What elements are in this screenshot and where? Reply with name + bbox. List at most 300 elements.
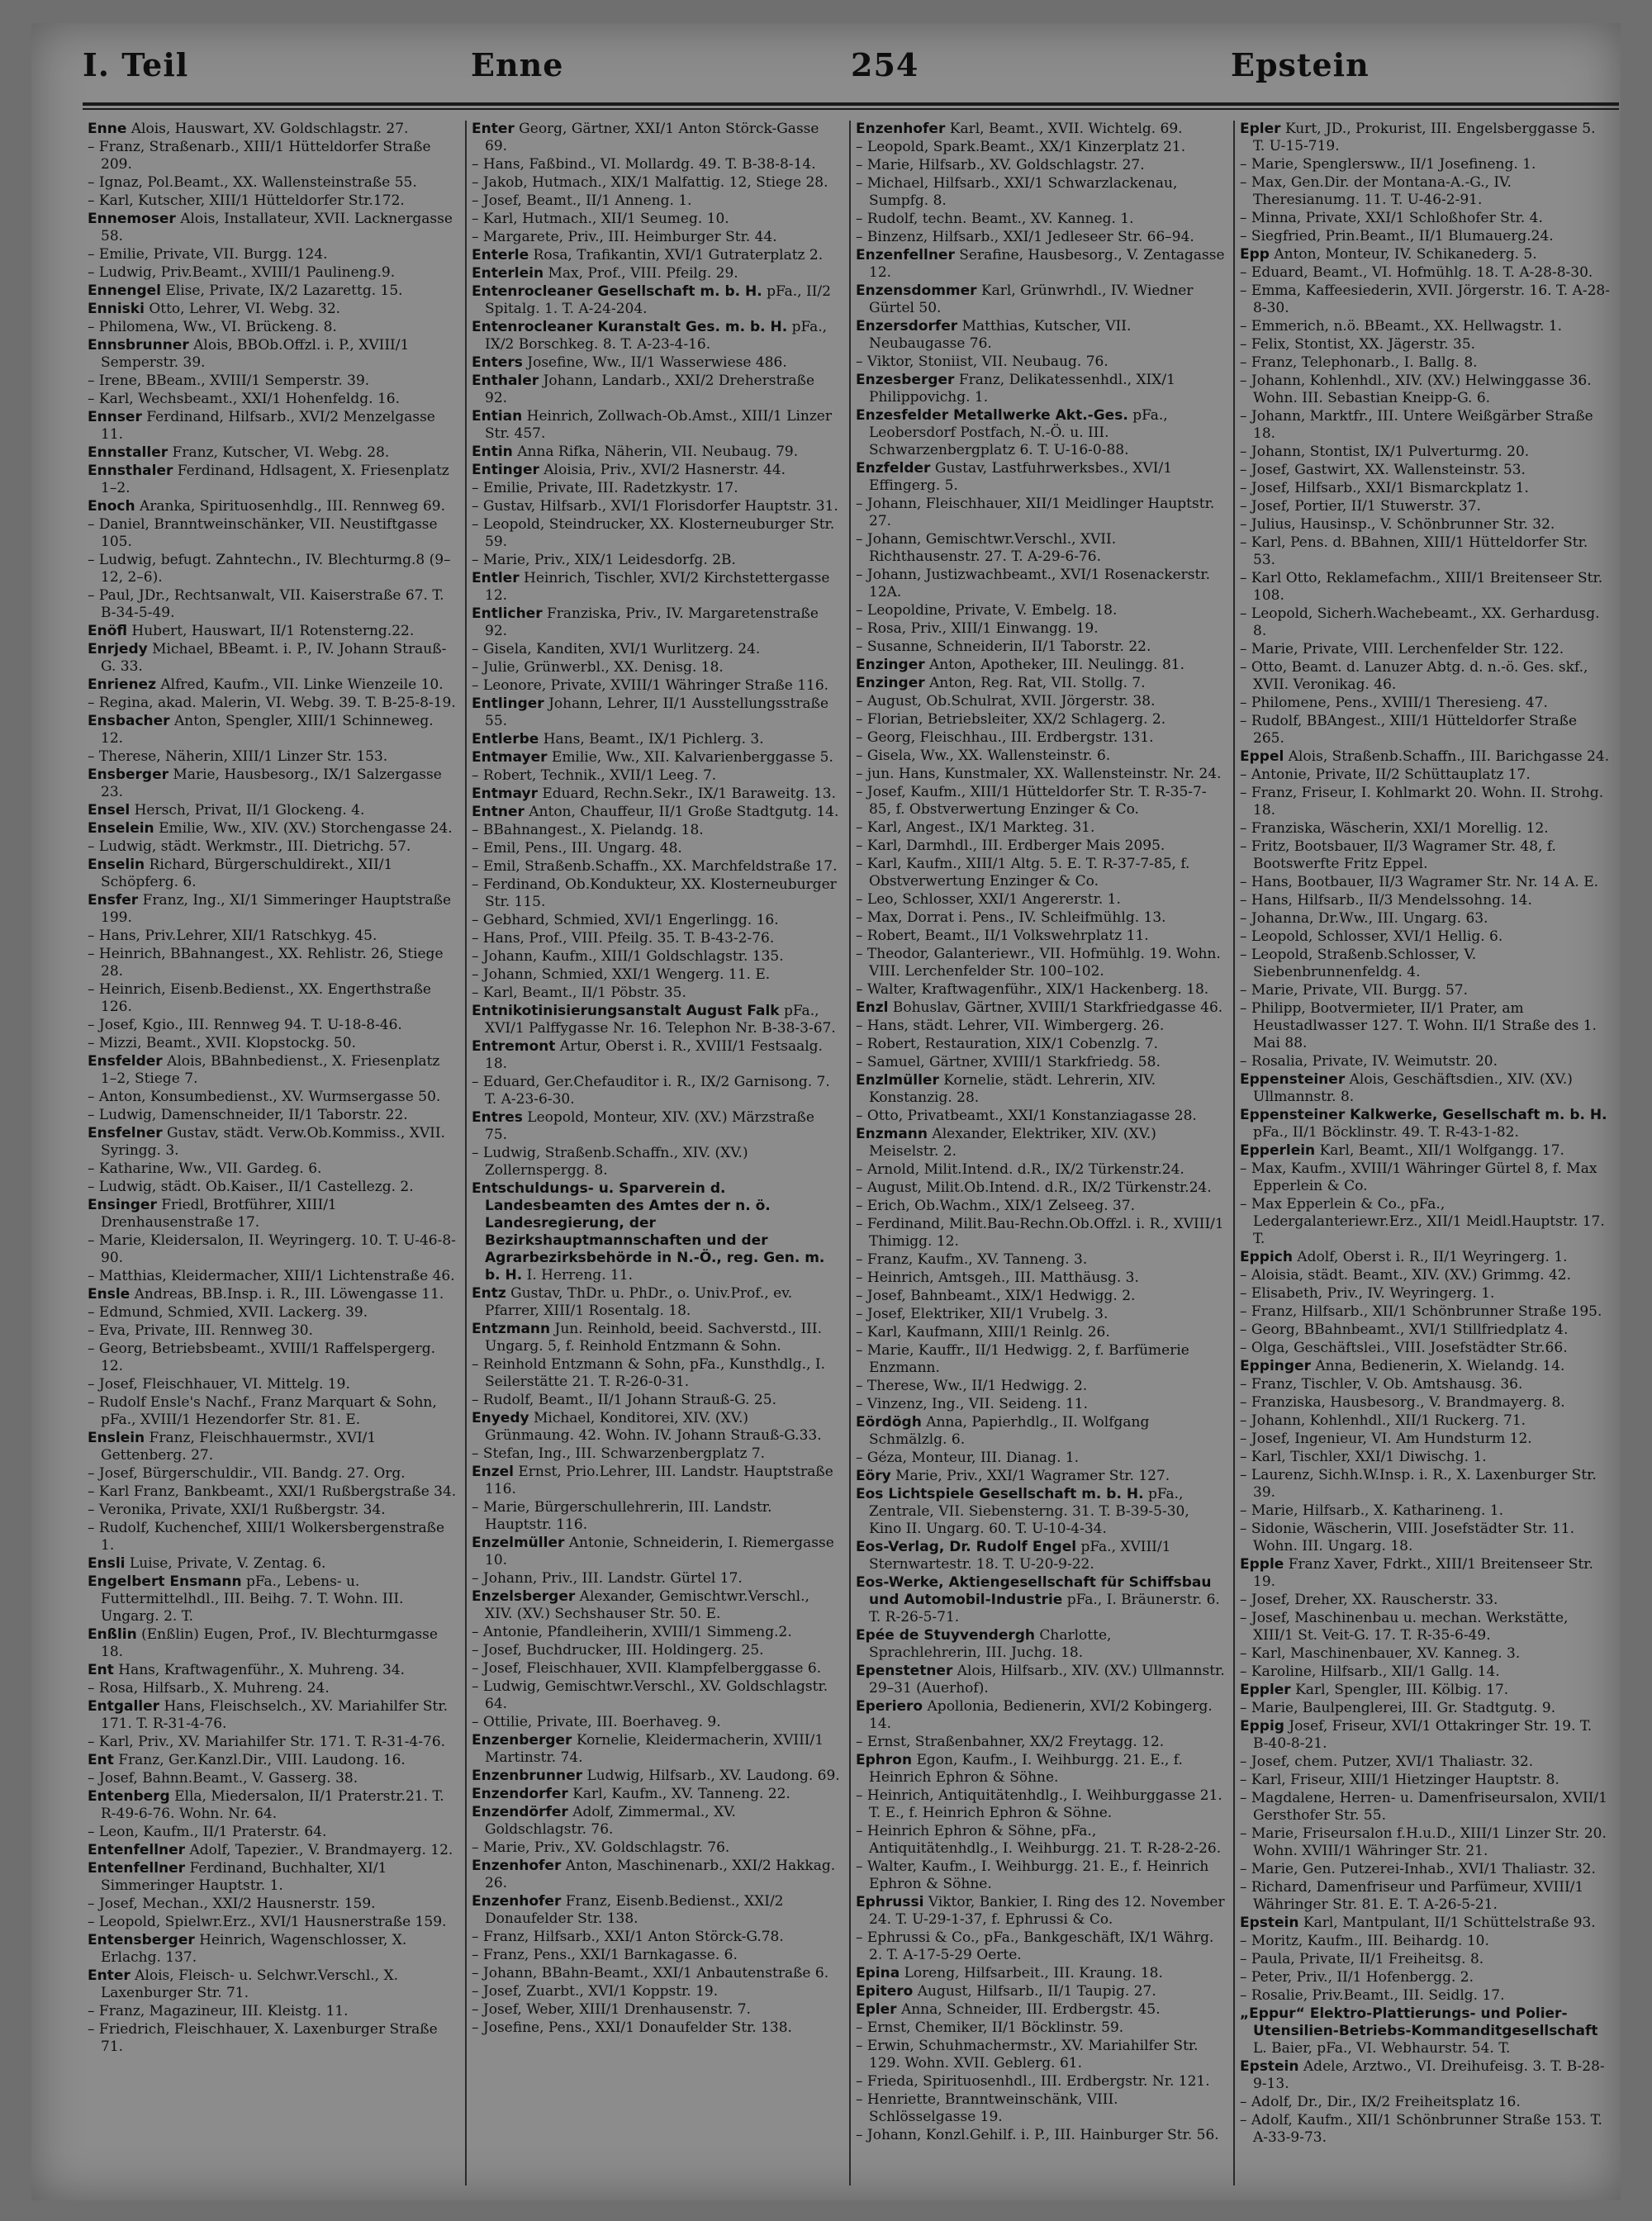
directory-columns — [83, 121, 1619, 2185]
directory-entry — [472, 1003, 841, 1037]
entry-surname: Enthaler — [472, 373, 539, 389]
entry-text: – Marie, Priv., XV. Goldschlagstr. 76. — [472, 1839, 730, 1856]
directory-entry — [1240, 408, 1611, 443]
directory-entry — [472, 930, 841, 947]
entry-text: – Ottilie, Private, III. Boerhaveg. 9. — [472, 1714, 721, 1730]
directory-entry — [856, 1858, 1225, 1893]
entry-surname: Entlicher — [472, 605, 543, 622]
entry-text: – Josef, Beamt., II/1 Anneng. 1. — [472, 192, 692, 209]
directory-entry — [88, 211, 457, 245]
entry-text: – Eduard, Beamt., VI. Hofmühlg. 18. T. A-28-8-30. — [1240, 264, 1593, 281]
directory-entry — [856, 496, 1225, 530]
column-4 — [1235, 121, 1619, 2185]
entry-surname: Entenfellner — [88, 1842, 186, 1858]
entry-surname: Enzesfelder Metallwerke Akt.-Ges. — [856, 407, 1128, 424]
entry-surname: Epler — [1240, 121, 1281, 137]
directory-entry — [88, 498, 457, 515]
entry-text: – Eva, Private, III. Rennweg 30. — [88, 1322, 313, 1339]
entry-text: – Erwin, Schuhmachermstr., XV. Mariahilfer Str. 129. Wohn. XVII. Geblerg. 61. — [856, 2038, 1199, 2072]
entry-surname: Enzenhofer — [472, 1858, 562, 1874]
entry-surname: Entenfellner — [88, 1860, 186, 1877]
directory-entry — [472, 822, 841, 839]
entry-text: pFa., XVIII/1 Sternwartestr. 18. T. U-20-9-22. — [869, 1539, 1171, 1573]
entry-text: Heinrich, Tischler, XVI/2 Kirchstettergasse 12. — [485, 570, 830, 604]
page-header — [83, 33, 1619, 94]
entry-text: Ferdinand, Hdlsagent, X. Friesenplatz 1–2. — [101, 463, 449, 496]
directory-entry — [1240, 1358, 1611, 1375]
directory-entry — [88, 1197, 457, 1232]
entry-text: pFa., I. Bräunerstr. 6. T. R-26-5-71. — [869, 1592, 1220, 1625]
entry-text: – Magdalene, Herren- u. Damenfriseursalon, XVII/1 Gersthofer Str. 55. — [1240, 1790, 1607, 1824]
directory-entry — [88, 1017, 457, 1034]
directory-entry — [88, 246, 457, 263]
entry-surname: Entlinger — [472, 695, 544, 712]
entry-text: – August, Ob.Schulrat, XVII. Jörgerstr. 38. — [856, 693, 1156, 709]
directory-entry — [472, 156, 841, 173]
entry-text: Andreas, BB.Insp. i. R., III. Löwengasse 11. — [134, 1286, 444, 1303]
directory-entry — [856, 1698, 1225, 1733]
directory-entry — [88, 928, 457, 945]
entry-surname: Epstein — [1240, 1915, 1299, 1931]
entry-text: Gustav, ThDr. u. PhDr., o. Univ.Prof., ev. Pfarrer, XIII/1 Rosentalg. 18. — [485, 1285, 793, 1319]
directory-entry — [472, 229, 841, 246]
entry-text: – Margarete, Priv., III. Heimburger Str. 44. — [472, 229, 777, 245]
entry-text: – Johann, Kohlenhdl., XII/1 Ruckerg. 71. — [1240, 1412, 1526, 1429]
entry-text: – Robert, Beamt., II/1 Volkswehrplatz 11. — [856, 928, 1149, 944]
entry-text: Franz, Eisenb.Bedienst., XXI/2 Donaufelder Str. 138. — [485, 1893, 784, 1927]
directory-entry — [88, 444, 457, 462]
entry-text: – Regina, akad. Malerin, VI. Webg. 39. T. B-25-8-19. — [88, 695, 456, 711]
entry-text: Anna, Bedienerin, X. Wielandg. 14. — [1315, 1358, 1565, 1374]
entry-text: Marie, Hausbesorg., IX/1 Salzergasse 23. — [101, 766, 442, 800]
directory-entry — [88, 587, 457, 622]
directory-entry — [1240, 534, 1611, 569]
entry-text: – Karl, Angest., IX/1 Markteg. 31. — [856, 819, 1095, 836]
entry-text: – Peter, Priv., II/1 Hofenbergg. 2. — [1240, 1969, 1474, 1986]
entry-text: – Max, Kaufm., XVIII/1 Währinger Gürtel 8, f. Max Epperlein & Co. — [1240, 1160, 1597, 1194]
entry-surname: Eöry — [856, 1468, 891, 1484]
entry-text: – Antonie, Private, II/2 Schüttauplatz 17. — [1240, 766, 1531, 783]
directory-entry — [856, 1288, 1225, 1305]
directory-entry — [856, 1965, 1225, 1982]
directory-entry — [1240, 1000, 1611, 1052]
directory-entry — [856, 2038, 1225, 2072]
directory-entry — [856, 602, 1225, 619]
directory-entry — [856, 1161, 1225, 1179]
header-rule — [83, 102, 1619, 106]
directory-entry — [472, 785, 841, 803]
entry-text: Luise, Private, V. Zentag. 6. — [129, 1555, 326, 1572]
entry-text: – Marie, Gen. Putzerei-Inhab., XVI/1 Thaliastr. 32. — [1240, 1861, 1596, 1877]
entry-text: – Josef, Bahnn.Beamt., V. Gasserg. 38. — [88, 1770, 358, 1787]
directory-entry — [88, 1502, 457, 1519]
entry-text: Alois, Installateur, XVII. Lacknergasse 58. — [101, 211, 453, 244]
entry-surname: Engelbert Ensmann — [88, 1573, 242, 1590]
entry-surname: Eppensteiner — [1240, 1071, 1346, 1088]
entry-text: – Rudolf, Beamt., II/1 Johann Strauß-G. 25. — [472, 1392, 776, 1408]
directory-entry — [88, 1232, 457, 1267]
directory-entry — [472, 1714, 841, 1731]
entry-text: – Leopold, Sicherh.Wachebeamt., XX. Gerhardusg. 8. — [1240, 605, 1600, 639]
entry-surname: Ensfelder — [88, 1053, 163, 1070]
entry-text: pFa., XVI/1 Palffygasse Nr. 16. Telephon Nr. B-38-3-67. — [485, 1003, 836, 1037]
directory-entry — [1240, 498, 1611, 515]
entry-text: – Julius, Hausinsp., V. Schönbrunner Str. 32. — [1240, 516, 1555, 533]
directory-entry — [88, 946, 457, 980]
entry-text: – Marie, Baulpenglerei, III. Gr. Stadtgutg. 9. — [1240, 1700, 1556, 1716]
directory-entry — [88, 552, 457, 586]
directory-entry — [88, 641, 457, 676]
entry-text: – Hans, Hilfsarb., II/3 Mendelssohng. 14. — [1240, 892, 1532, 909]
entry-text: – Rudolf, techn. Beamt., XV. Kanneg. 1. — [856, 211, 1134, 227]
entry-text: – Karl, Beamt., II/1 Pöbstr. 35. — [472, 985, 686, 1001]
entry-text: – Edmund, Schmied, XVII. Lackerg. 39. — [88, 1304, 368, 1321]
directory-entry — [856, 1823, 1225, 1858]
directory-entry — [856, 946, 1225, 980]
directory-entry — [88, 373, 457, 390]
directory-entry — [472, 1445, 841, 1463]
directory-entry — [856, 1216, 1225, 1250]
entry-text: Antonie, Schneiderin, I. Riemergasse 10. — [485, 1535, 834, 1568]
entry-text: – Franz, Magazineur, III. Kleistg. 11. — [88, 2003, 349, 2019]
entry-surname: Ensinger — [88, 1197, 157, 1213]
header-rule-thin — [83, 108, 1619, 110]
directory-entry — [856, 460, 1225, 495]
entry-surname: Entian — [472, 408, 523, 425]
entry-text: – Erich, Ob.Wachm., XIX/1 Zelseeg. 37. — [856, 1198, 1136, 1214]
entry-surname: Ent — [88, 1662, 114, 1678]
directory-entry — [472, 354, 841, 372]
entry-text: – Johann, Kohlenhdl., XIV. (XV.) Helwinggasse 36. Wohn. III. Sebastian Kneipp-G. 6. — [1240, 373, 1592, 406]
entry-text: – Josef, Dreher, XX. Rauscherstr. 33. — [1240, 1592, 1498, 1608]
directory-entry — [1240, 892, 1611, 909]
directory-entry — [472, 749, 841, 766]
directory-entry — [1240, 1376, 1611, 1393]
entry-text: pFa., II/1 Böcklinstr. 49. T. R-43-1-82. — [1253, 1124, 1519, 1141]
entry-text: – Emil, Straßenb.Schaffn., XX. Marchfeldstraße 17. — [472, 858, 838, 875]
directory-entry — [88, 139, 457, 173]
directory-entry — [856, 1929, 1225, 1964]
directory-entry — [1240, 264, 1611, 282]
entry-text: Alois, Geschäftsdien., XIV. (XV.) Ullmannstr. 8. — [1253, 1071, 1573, 1105]
directory-entry — [856, 211, 1225, 228]
directory-entry — [856, 711, 1225, 728]
entry-text: – Marie, Private, VII. Burgg. 57. — [1240, 982, 1469, 999]
directory-entry — [88, 1483, 457, 1501]
directory-entry — [88, 121, 457, 138]
entry-text: Georg, Gärtner, XXI/1 Anton Störck-Gasse 69. — [485, 121, 819, 154]
entry-surname: Eppensteiner Kalkwerke, Gesellschaft m. b. H. — [1240, 1107, 1607, 1123]
entry-text: – Josef, Maschinenbau u. mechan. Werkstätte, XIII/1 St. Veit-G. 17. T. R-35-6-49. — [1240, 1610, 1569, 1644]
directory-entry — [1240, 246, 1611, 263]
directory-entry — [856, 175, 1225, 210]
entry-text: August, Hilfsarb., II/1 Taupig. 27. — [917, 1983, 1156, 2000]
entry-text: – Rudolf Ensle's Nachf., Franz Marquart & Sohn, pFa., XVIII/1 Hezendorfer Str. 81. E. — [88, 1394, 437, 1428]
directory-entry — [856, 1627, 1225, 1662]
entry-text: – Josef, Zuarbt., XVI/1 Koppstr. 19. — [472, 1983, 719, 2000]
directory-entry — [88, 766, 457, 801]
entry-text: – Karl Otto, Reklamefachm., XIII/1 Breitenseer Str. 108. — [1240, 570, 1603, 604]
directory-entry — [1240, 928, 1611, 946]
directory-entry — [88, 713, 457, 747]
entry-text: – Karl, Kaufmann, XIII/1 Reinlg. 26. — [856, 1324, 1110, 1341]
entry-surname: Enslein — [88, 1430, 145, 1446]
entry-text: Artur, Oberst i. R., XVIII/1 Festsaalg. 18. — [485, 1038, 823, 1072]
entry-text: – Hans, Prof., VIII. Pfeilg. 35. T. B-43-2-76. — [472, 930, 775, 947]
directory-entry — [1240, 1267, 1611, 1284]
directory-entry — [88, 1286, 457, 1303]
directory-entry — [472, 552, 841, 569]
entry-surname: Ennser — [88, 409, 142, 425]
entry-surname: Eos Lichtspiele Gesellschaft m. b. H. — [856, 1486, 1144, 1502]
entry-text: – Friedrich, Fleischhauer, X. Laxenburger Straße 71. — [88, 2021, 438, 2055]
entry-surname: Eos-Verlag, Dr. Rudolf Engel — [856, 1539, 1077, 1555]
directory-entry — [88, 676, 457, 694]
directory-entry — [472, 1660, 841, 1678]
entry-text: – Marie, Friseursalon f.H.u.D., XIII/1 Linzer Str. 20. Wohn. XVIII/1 Währinger Str. 21. — [1240, 1825, 1607, 1859]
directory-entry — [88, 981, 457, 1016]
entry-text: Karl, Beamt., XVII. Wichtelg. 69. — [949, 121, 1183, 137]
entry-text: Anton, Monteur, IV. Schikanederg. 5. — [1274, 246, 1537, 263]
directory-entry — [1240, 695, 1611, 712]
directory-entry — [472, 840, 841, 857]
entry-text: pFa., IX/2 Borschkeg. 8. T. A-23-4-16. — [485, 319, 828, 353]
entry-surname: Enter — [472, 121, 515, 137]
directory-entry — [88, 857, 457, 891]
entry-surname: Enrjedy — [88, 641, 148, 657]
directory-entry — [472, 1285, 841, 1320]
entry-text: Alois, Hilfsarb., XIV. (XV.) Ullmannstr. 29–31 (Auerhof). — [869, 1663, 1225, 1697]
directory-entry — [856, 909, 1225, 927]
directory-entry — [88, 1520, 457, 1554]
directory-entry — [1240, 910, 1611, 928]
entry-surname: Enzinger — [856, 657, 925, 673]
entry-text: – Walter, Kaufm., I. Weihburgg. 21. E., f. Heinrich Ephron & Söhne. — [856, 1858, 1209, 1892]
directory-entry — [856, 372, 1225, 406]
directory-entry — [1240, 2112, 1611, 2147]
directory-entry — [472, 1965, 841, 1982]
entry-text: – Theodor, Galanteriewr., VII. Hofmühlg. 19. Wohn. VIII. Lerchenfelder Str. 100–102. — [856, 946, 1221, 980]
directory-entry — [1240, 1879, 1611, 1914]
entry-text: – Marie, Private, VIII. Lerchenfelder Str. 122. — [1240, 641, 1564, 657]
directory-entry — [472, 985, 841, 1002]
directory-entry — [88, 1752, 457, 1769]
entry-surname: Entner — [472, 804, 525, 820]
entry-surname: Eppich — [1240, 1249, 1293, 1265]
entry-text: Anton, Reg. Rat, VII. Stollg. 7. — [929, 675, 1146, 691]
entry-text: – Therese, Näherin, XIII/1 Linzer Str. 153. — [88, 748, 388, 765]
entry-surname: Ennstaller — [88, 444, 169, 461]
directory-page — [31, 23, 1621, 2200]
entry-text: Bohuslav, Gärtner, XVIII/1 Starkfriedgasse 46. — [892, 999, 1223, 1016]
directory-entry — [472, 211, 841, 228]
entry-text: Karl, Spengler, III. Kölbig. 17. — [1295, 1682, 1509, 1698]
directory-entry — [856, 675, 1225, 692]
directory-entry — [88, 1107, 457, 1124]
directory-entry — [1240, 121, 1611, 155]
directory-entry — [1240, 641, 1611, 658]
entry-text: Ernst, Prio.Lehrer, III. Landstr. Hauptstraße 116. — [485, 1464, 833, 1497]
entry-text: Kornelie, städt. Lehrerin, XIV. Konstanzig. 28. — [869, 1072, 1156, 1106]
entry-surname: Enyedy — [472, 1410, 529, 1426]
column-3 — [851, 121, 1235, 2185]
column-1 — [83, 121, 467, 2185]
entry-text: Franziska, Priv., IV. Margaretenstraße 92. — [485, 605, 819, 639]
entry-surname: Enzenfellner — [856, 247, 955, 263]
directory-entry — [856, 1251, 1225, 1269]
directory-entry — [856, 1036, 1225, 1053]
entry-text: – Josef, Weber, XIII/1 Drenhausenstr. 7. — [472, 2001, 751, 2018]
entry-surname: Entnikotinisierungsanstalt August Falk — [472, 1003, 780, 1019]
entry-text: Alois, BBOb.Offzl. i. P., XVIII/1 Semperstr. 39. — [101, 337, 410, 371]
entry-text: Johann, Lehrer, II/1 Ausstellungsstraße 55. — [485, 695, 829, 729]
header-right-catchword: Epstein — [1231, 46, 1370, 83]
directory-entry — [1240, 982, 1611, 999]
directory-entry — [1240, 1663, 1611, 1681]
entry-surname: Enzensdommer — [856, 282, 977, 299]
entry-surname: Ephrussi — [856, 1894, 924, 1910]
entry-surname: Enzinger — [856, 675, 925, 691]
directory-entry — [1240, 1592, 1611, 1609]
entry-text: – Franz, Tischler, V. Ob. Amtshausg. 36. — [1240, 1376, 1523, 1393]
entry-text: – Felix, Stontist, XX. Jägerstr. 35. — [1240, 336, 1476, 353]
directory-entry — [88, 516, 457, 551]
directory-entry — [856, 784, 1225, 819]
entry-text: – Emilie, Private, III. Radetzkystr. 17. — [472, 480, 738, 496]
entry-text: – Josefine, Pens., XXI/1 Donaufelder Str. 138. — [472, 2019, 792, 2036]
entry-text: – Karl, Priv., XV. Mariahilfer Str. 171. T. R-31-4-76. — [88, 1734, 446, 1750]
directory-entry — [856, 2073, 1225, 2090]
entry-text: – Karoline, Hilfsarb., XII/1 Gallg. 14. — [1240, 1663, 1500, 1680]
directory-entry — [856, 1378, 1225, 1395]
entry-text: – Johann, Stontist, IX/1 Pulverturmg. 20. — [1240, 444, 1530, 460]
entry-text: – Marie, Kleidersalon, II. Weyringerg. 10. T. U-46-8-90. — [88, 1232, 456, 1266]
directory-entry — [856, 1126, 1225, 1160]
entry-text: Anna, Schneider, III. Erdbergstr. 45. — [900, 2001, 1161, 2018]
entry-text: Franz, Ger.Kanzl.Dir., VIII. Laudong. 16. — [118, 1752, 406, 1768]
entry-surname: Ephron — [856, 1752, 913, 1768]
directory-entry — [1240, 1449, 1611, 1466]
entry-surname: Entzmann — [472, 1321, 551, 1337]
entry-text: Heinrich, Zollwach-Ob.Amst., XIII/1 Linzer Str. 457. — [485, 408, 832, 442]
entry-text: – Heinrich, BBahnangest., XX. Rehlistr. 26, Stiege 28. — [88, 946, 444, 980]
directory-entry — [472, 373, 841, 407]
directory-entry — [1240, 1645, 1611, 1663]
entry-text: – Binzenz, Hilfsarb., XXI/1 Jedleseer Str. 66–94. — [856, 229, 1194, 245]
entry-text: Alexander, Gemischtwr.Verschl., XIV. (XV.) Sechshauser Str. 50. E. — [485, 1588, 809, 1622]
directory-entry — [88, 1394, 457, 1429]
directory-entry — [88, 820, 457, 838]
directory-entry — [1240, 1322, 1611, 1339]
directory-entry — [88, 695, 457, 712]
directory-entry — [856, 1342, 1225, 1377]
directory-entry — [472, 1410, 841, 1445]
entry-text: Apollonia, Bedienerin, XVI/2 Kobingerg. 14. — [869, 1698, 1213, 1732]
directory-entry — [1240, 1754, 1611, 1771]
directory-entry — [88, 2021, 457, 2056]
entry-text: – Franziska, Wäscherin, XXI/1 Morellig. 12. — [1240, 820, 1549, 837]
entry-surname: Enßlin — [88, 1626, 137, 1643]
entry-text: – Josef, Kgio., III. Rennweg 94. T. U-18-8-46. — [88, 1017, 402, 1033]
entry-text: Loreng, Hilfsarbeit., III. Kraung. 18. — [904, 1965, 1163, 1981]
entry-surname: Ensle — [88, 1286, 131, 1303]
directory-entry — [88, 2003, 457, 2020]
entry-text: – Leopold, Schlosser, XVI/1 Hellig. 6. — [1240, 928, 1503, 945]
entry-surname: Enöfl — [88, 623, 127, 639]
directory-entry — [856, 2001, 1225, 2019]
directory-entry — [856, 247, 1225, 282]
directory-entry — [472, 605, 841, 640]
entry-surname: Ensberger — [88, 766, 169, 783]
entry-surname: Enzl — [856, 999, 889, 1016]
directory-entry — [472, 2001, 841, 2019]
directory-entry — [856, 1072, 1225, 1107]
entry-text: – BBahnangest., X. Pielandg. 18. — [472, 822, 704, 838]
directory-entry — [1240, 1951, 1611, 1968]
directory-entry — [1240, 444, 1611, 461]
directory-entry — [88, 838, 457, 856]
directory-entry — [1240, 748, 1611, 766]
directory-entry — [1240, 1107, 1611, 1141]
entry-surname: Entensberger — [88, 1932, 195, 1948]
entry-surname: Enzelsberger — [472, 1588, 576, 1605]
directory-entry — [88, 1573, 457, 1625]
entry-text: – Moritz, Kaufm., III. Beihardg. 10. — [1240, 1933, 1489, 1949]
entry-text: – Antonie, Pfandleiherin, XVIII/1 Simmeng.2. — [472, 1624, 792, 1640]
header-part-label: I. Teil — [83, 46, 189, 83]
directory-entry — [472, 1392, 841, 1409]
entry-text: – Karl, Kaufm., XIII/1 Altg. 5. E. T. R-37-7-85, f. Obstverwertung Enzinger & Co. — [856, 856, 1190, 890]
entry-text: Aloisia, Priv., XVI/2 Hasnerstr. 44. — [544, 462, 786, 478]
entry-surname: Enters — [472, 354, 523, 371]
entry-text: – Leonore, Private, XVIII/1 Währinger Straße 116. — [472, 677, 829, 694]
entry-text: – Josef, Kaufm., XIII/1 Hütteldorfer Str. T. R-35-7-85, f. Obstverwertung Enzinger & Co. — [856, 784, 1207, 818]
entry-text: – Therese, Ww., II/1 Hedwigg. 2. — [856, 1378, 1088, 1394]
directory-entry — [1240, 874, 1611, 891]
entry-text: – Mizzi, Beamt., XVII. Klopstockg. 50. — [88, 1035, 356, 1051]
entry-text: – Josef, Fleischhauer, XVII. Klampfelberggasse 6. — [472, 1660, 822, 1677]
directory-entry — [856, 747, 1225, 765]
directory-entry — [472, 192, 841, 210]
directory-entry — [1240, 947, 1611, 981]
entry-surname: Entenrocleaner Kuranstalt Ges. m. b. H. — [472, 319, 788, 335]
directory-entry — [1240, 1502, 1611, 1520]
directory-entry — [472, 444, 841, 461]
directory-entry — [856, 1324, 1225, 1341]
entry-text: – Gebhard, Schmied, XVI/1 Engerlingg. 16. — [472, 912, 779, 928]
directory-entry — [472, 1947, 841, 1964]
directory-entry — [88, 1698, 457, 1733]
directory-entry — [472, 1145, 841, 1179]
entry-surname: Enselin — [88, 857, 145, 873]
directory-entry — [1240, 820, 1611, 838]
entry-surname: Entschuldungs- u. Sparverein d. Landesbeamten des Amtes der n. ö. Landesregierung, der Bezirkshauptmannschaften und der Agrarbezirksbehörde in N.-Ö., reg. Gen. m. b. H. — [472, 1180, 825, 1284]
entry-text: Eduard, Rechn.Sekr., IX/1 Baraweitg. 13. — [542, 785, 837, 802]
directory-entry — [472, 1464, 841, 1498]
directory-entry — [88, 892, 457, 927]
entry-surname: Entgaller — [88, 1698, 160, 1715]
entry-text: – Emma, Kaffeesiederin, XVII. Jörgerstr. 16. T. A-28-8-30. — [1240, 282, 1610, 316]
directory-entry — [1240, 1521, 1611, 1555]
entry-text: – Ephrussi & Co., pFa., Bankgeschäft, IX/1 Währg. 2. T. A-17-5-29 Oerte. — [856, 1929, 1214, 1963]
entry-text: Richard, Bürgerschuldirekt., XII/1 Schöpferg. 6. — [101, 857, 393, 890]
entry-text: – Leon, Kaufm., II/1 Praterstr. 64. — [88, 1824, 327, 1840]
directory-entry — [472, 462, 841, 479]
directory-entry — [1240, 1394, 1611, 1412]
directory-entry — [88, 1555, 457, 1573]
directory-entry — [472, 1109, 841, 1144]
entry-text: – Rosalie, Priv.Beamt., III. Seidlg. 17. — [1240, 1987, 1505, 2004]
